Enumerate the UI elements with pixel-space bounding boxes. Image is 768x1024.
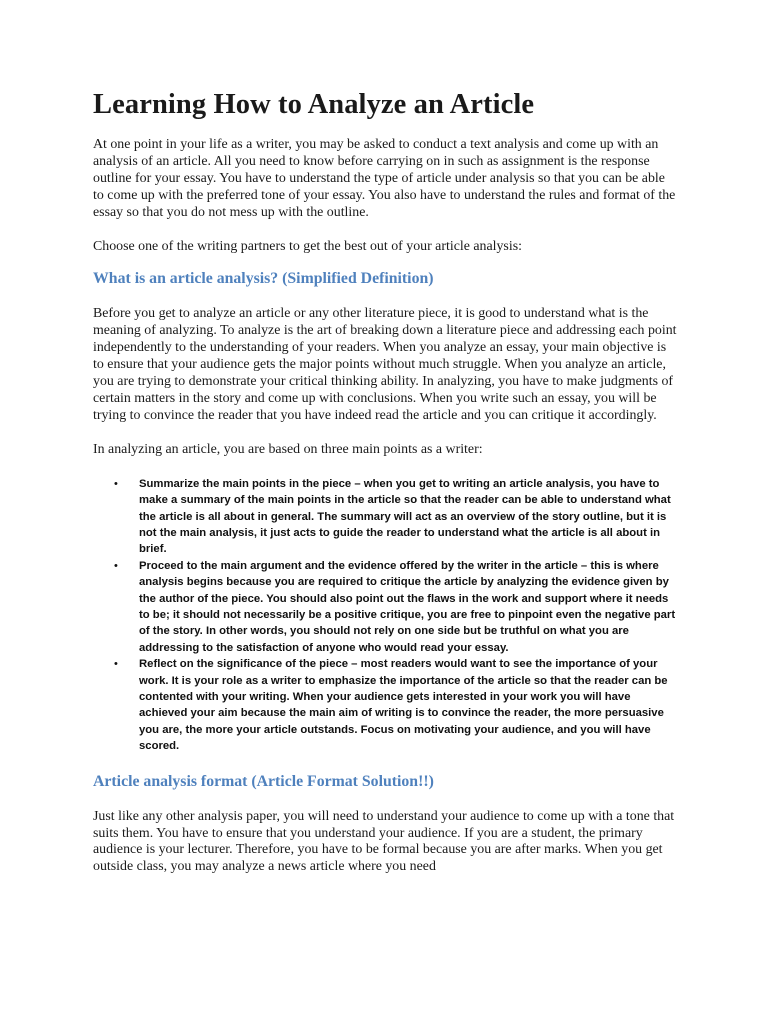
spacer: [93, 222, 678, 239]
list-item-text: Reflect on the significance of the piece – most readers would want to see the importance of your work. It is your role as a writer to emphasize the importance of the article so that the reader can be contented with your writing. When your audience gets interested in your work you will have achieved your aim because the main aim of writing is to convince the reader, the more persuasive you are, the more your article outstands. Focus on motivating your audience, and you will have scored.: [139, 658, 668, 753]
bullet-icon: •: [114, 559, 118, 572]
main-points-list: [93, 476, 678, 755]
section-heading-definition: What is an article analysis? (Simplified Definition): [93, 270, 434, 288]
spacer: [93, 425, 678, 442]
intro-paragraph: At one point in your life as a writer, you may be asked to conduct a text analysis and come up with an analysis of an article. All you need to know before carrying on in such as assignment is the response outline for your essay. You have to understand the type of article under analysis so that you can be able to come up with the preferred tone of your essay. You also have to understand the rules and format of the essay so that you do not mess up with the outline.: [93, 137, 676, 220]
list-item: [93, 476, 678, 558]
document-page: [93, 86, 678, 876]
spacer: [93, 792, 678, 809]
bullet-icon: •: [114, 477, 118, 490]
section-heading-format: Article analysis format (Article Format Solution!!): [93, 772, 434, 790]
format-paragraph: Just like any other analysis paper, you will need to understand your audience to come up with a tone that suits them. You have to ensure that you understand your audience. If you are a student, the primary audience is your lecturer. Therefore, you have to be formal because you are after marks. When you get outside class, you may analyze a news article where you need: [93, 808, 675, 875]
list-item-text: Summarize the main points in the piece – when you get to writing an article analysis, you have to make a summary of the main points in the article so that the reader can be able to understand what the article is all about in general. The summary will act as an overview of the story outline, but it is not the main analysis, it just acts to guide the reader to understand what the article is all about in brief.: [139, 477, 671, 556]
spacer: [93, 289, 678, 306]
document-title: Learning How to Analyze an Article: [93, 89, 535, 120]
list-item: [93, 656, 678, 754]
spacer: [93, 755, 678, 772]
bullet-icon: •: [114, 658, 118, 671]
spacer: [93, 459, 678, 476]
list-item: [93, 558, 678, 656]
choose-paragraph: Choose one of the writing partners to get the best out of your article analysis:: [93, 238, 522, 254]
spacer: [93, 255, 678, 269]
list-item-text: Proceed to the main argument and the evidence offered by the writer in the article – this is where analysis begins because you are required to critique the article by analyzing the evidence given by the author of the piece. You should also point out the flaws in the work and support where it needs to be; it should not necessarily be a positive critique, you are free to pinpoint even the negative part of the story. In other words, you should not rely on one side but be truthful on what you are addressing to the satisfaction of anyone who would read your essay.: [139, 559, 676, 654]
definition-paragraph: Before you get to analyze an article or any other literature piece, it is good to understand what is the meaning of analyzing. To analyze is the art of breaking down a literature piece and addressing each point independently to the understanding of your readers. When you analyze an essay, your main objective is to ensure that your audience gets the major points without much struggle. When you analyze an article, you are trying to demonstrate your critical thinking ability. In analyzing, you have to make judgments of certain matters in the story and come up with conclusions. When you write such an essay, you will be trying to convince the reader that you have indeed read the article and you can critique it accordingly.: [93, 306, 677, 423]
lead-in-paragraph: In analyzing an article, you are based on three main points as a writer:: [93, 441, 483, 457]
